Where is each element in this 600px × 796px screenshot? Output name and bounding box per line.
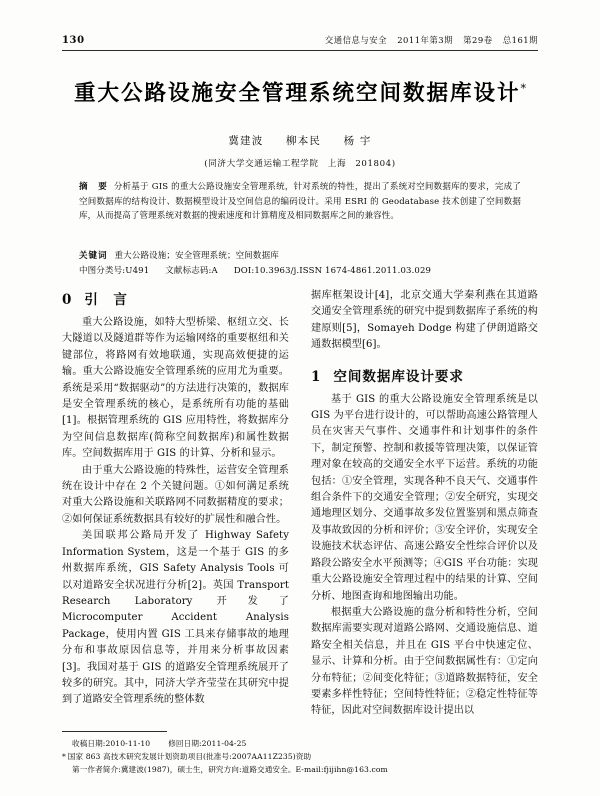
paragraph: 美国联邦公路局开发了 Highway Safety Information System，这是一个基于 GIS 的多州数据库系统，GIS Safety Analysis Tools 可以对道路安全状况进行分析[2]。英国 Transport Research Laboratory 开发了 Microcomputer Accident Analysis Package，使用内置 GIS 工具来存储事故的地理分布和事故原因信息等，并用来分析事故因素[3]。我国对基于 GIS 的道路安全管理系统展开了较多的研究。其中，同济大学齐莹莹在其研究中提到了道路安全管理系统的整体数	[62, 530, 289, 706]
title-footnote-mark: *	[520, 81, 526, 95]
title-text: 重大公路设施安全管理系统空间数据库设计	[73, 81, 521, 106]
footnote-fund	[62, 750, 538, 763]
section-heading-0	[62, 288, 289, 308]
body-columns	[62, 288, 538, 720]
section-number-1: 1	[311, 368, 322, 385]
author-list	[0, 133, 600, 148]
abstract-text: 分析基于 GIS 的重大公路设施安全管理系统，针对系统的特性，提出了系统对空间数据库的要求，完成了空间数据库的结构设计、数据模型设计及空间信息的编码设计。采用 ESRI 的 Geodatabase 技术创建了空间数据库，从而提高了管理系统对数据的搜索速度和计算精度及相同数据库之间的兼容性。	[79, 182, 521, 222]
author-3: 杨 宇	[343, 135, 372, 147]
paragraph: 根据重大公路设施的盘分析和特性分析，空间数据库需要实现对道路公路网、交通设施信息、道路安全相关信息，并且在 GIS 平台中快速定位、显示、计算和分析。由于空间数据属性有：①定向分布特征；②间变化特征；③道路数据特征，安全要素多样性特征；空间特性特征；②稳定性特征等特征，因此对空间数据库设计提出以	[311, 606, 538, 717]
article-metadata	[79, 249, 521, 279]
journal-serial: 总161期	[502, 35, 538, 45]
page-title	[0, 76, 600, 107]
journal-volume: 第29卷	[463, 35, 493, 45]
abstract-label: 摘 要	[79, 182, 108, 192]
paragraph: 据库框架设计[4]，北京交通大学秦利燕在其道路交通安全管理系统的研究中提到数据库子系统的构建原则[5]，Somayeh Dodge 构建了伊朗道路交通数据模型[6]。	[311, 290, 538, 351]
received-date: 2010-11-10	[105, 739, 151, 748]
abstract-paragraph	[79, 180, 521, 224]
keywords-text: 重大公路设施；安全管理系统；空间数据库	[114, 251, 279, 261]
running-head	[62, 34, 538, 46]
footnote-rule	[62, 731, 167, 732]
revised-date: 2011-04-25	[201, 739, 247, 748]
keywords-line	[79, 249, 521, 264]
author-1: 冀建波	[228, 135, 264, 147]
keywords-label: 关键词	[79, 251, 108, 261]
doc-code-value: A	[211, 266, 218, 276]
revised-label: 修回日期:	[168, 739, 202, 748]
classification-line	[79, 264, 521, 279]
fund-text: 国家 863 高技术研究发展计划资助项目(批准号:2007AA11Z235)资助	[67, 752, 312, 762]
journal-info	[325, 34, 538, 46]
paragraph: 由于重大公路设施的特殊性，运营安全管理系统在设计中存在 2 个关键问题。①如何满足系统对重大公路设施和关联路网不同数据精度的要求；②如何保证系统数据具有较好的扩展性和融合性。	[62, 464, 289, 525]
paragraph: 基于 GIS 的重大公路设施安全管理系统是以 GIS 为平台进行设计的，可以帮助高速公路管理人员在灾害天气事件、交通事件和计划事件的条件下，制定预警、控制和救援等管理决策，以保证管理对象在较高的交通安全水平下运营。系统的功能包括：①安全管理，实现各种不良天气、交通事件组合条件下的交通安全管理；②安全研究，实现交通地理区划分、交通事故多发位置鉴别和黑点筛查及事故致因的分析和评价；③安全评价，实现安全设施技术状态评估、高速公路安全性综合评价以及路段公路安全水平预测等；④GIS 平台功能：实现重大公路设施安全管理过程中的结果的计算、空间分析、地图查询和地图输出功能。	[311, 393, 538, 602]
journal-name: 交通信息与安全	[324, 35, 388, 45]
section-title-1: 空间数据库设计要求	[333, 368, 464, 385]
journal-issue: 2011年第3期	[397, 35, 453, 45]
clc-label: 中图分类号:	[79, 266, 126, 276]
section-title-0: 引 言	[84, 292, 128, 308]
page-folio: 130	[62, 35, 85, 46]
right-column	[311, 288, 538, 720]
footnote-author-bio: 第一作者简介:冀建波(1987)，硕士生，研究方向:道路交通安全。E-mail:fjijihn@163.com	[72, 765, 388, 775]
fund-star-mark: *	[62, 752, 66, 762]
section-heading-1	[311, 365, 538, 385]
paragraph: 重大公路设施，如特大型桥梁、枢纽立交、长大隧道以及隧道群等作为运输网络的重要枢纽和关键部位，将路网有效地联通，实现高效便捷的运输。重大公路设施安全管理系统的应用尤为重要。系统是采用“数据驱动”的方法进行决策的，数据库是安全管理系统的核心，是系统所有功能的基础[1]。根据管理系统的 GIS 应用特性，将数据库分为空间信息数据库(简称空间数据库)和属性数据库。空间数据库用于 GIS 的计算、分析和显示。	[62, 317, 289, 460]
clc-value: U491	[125, 266, 150, 276]
section-number-0: 0	[62, 292, 73, 308]
abstract-block	[79, 180, 521, 224]
author-2: 柳本民	[286, 135, 322, 147]
doi-text: DOI:10.3963/j.ISSN 1674-4861.2011.03.029	[233, 266, 432, 276]
received-label: 收稿日期:	[72, 739, 106, 748]
author-affiliation: (同济大学交通运输工程学院 上海 201804)	[204, 159, 396, 169]
footnote-dates	[62, 737, 538, 750]
left-column	[62, 288, 289, 720]
footnote-block	[62, 737, 538, 777]
doc-code-label: 文献标志码:	[165, 266, 212, 276]
header-rule	[62, 50, 538, 51]
